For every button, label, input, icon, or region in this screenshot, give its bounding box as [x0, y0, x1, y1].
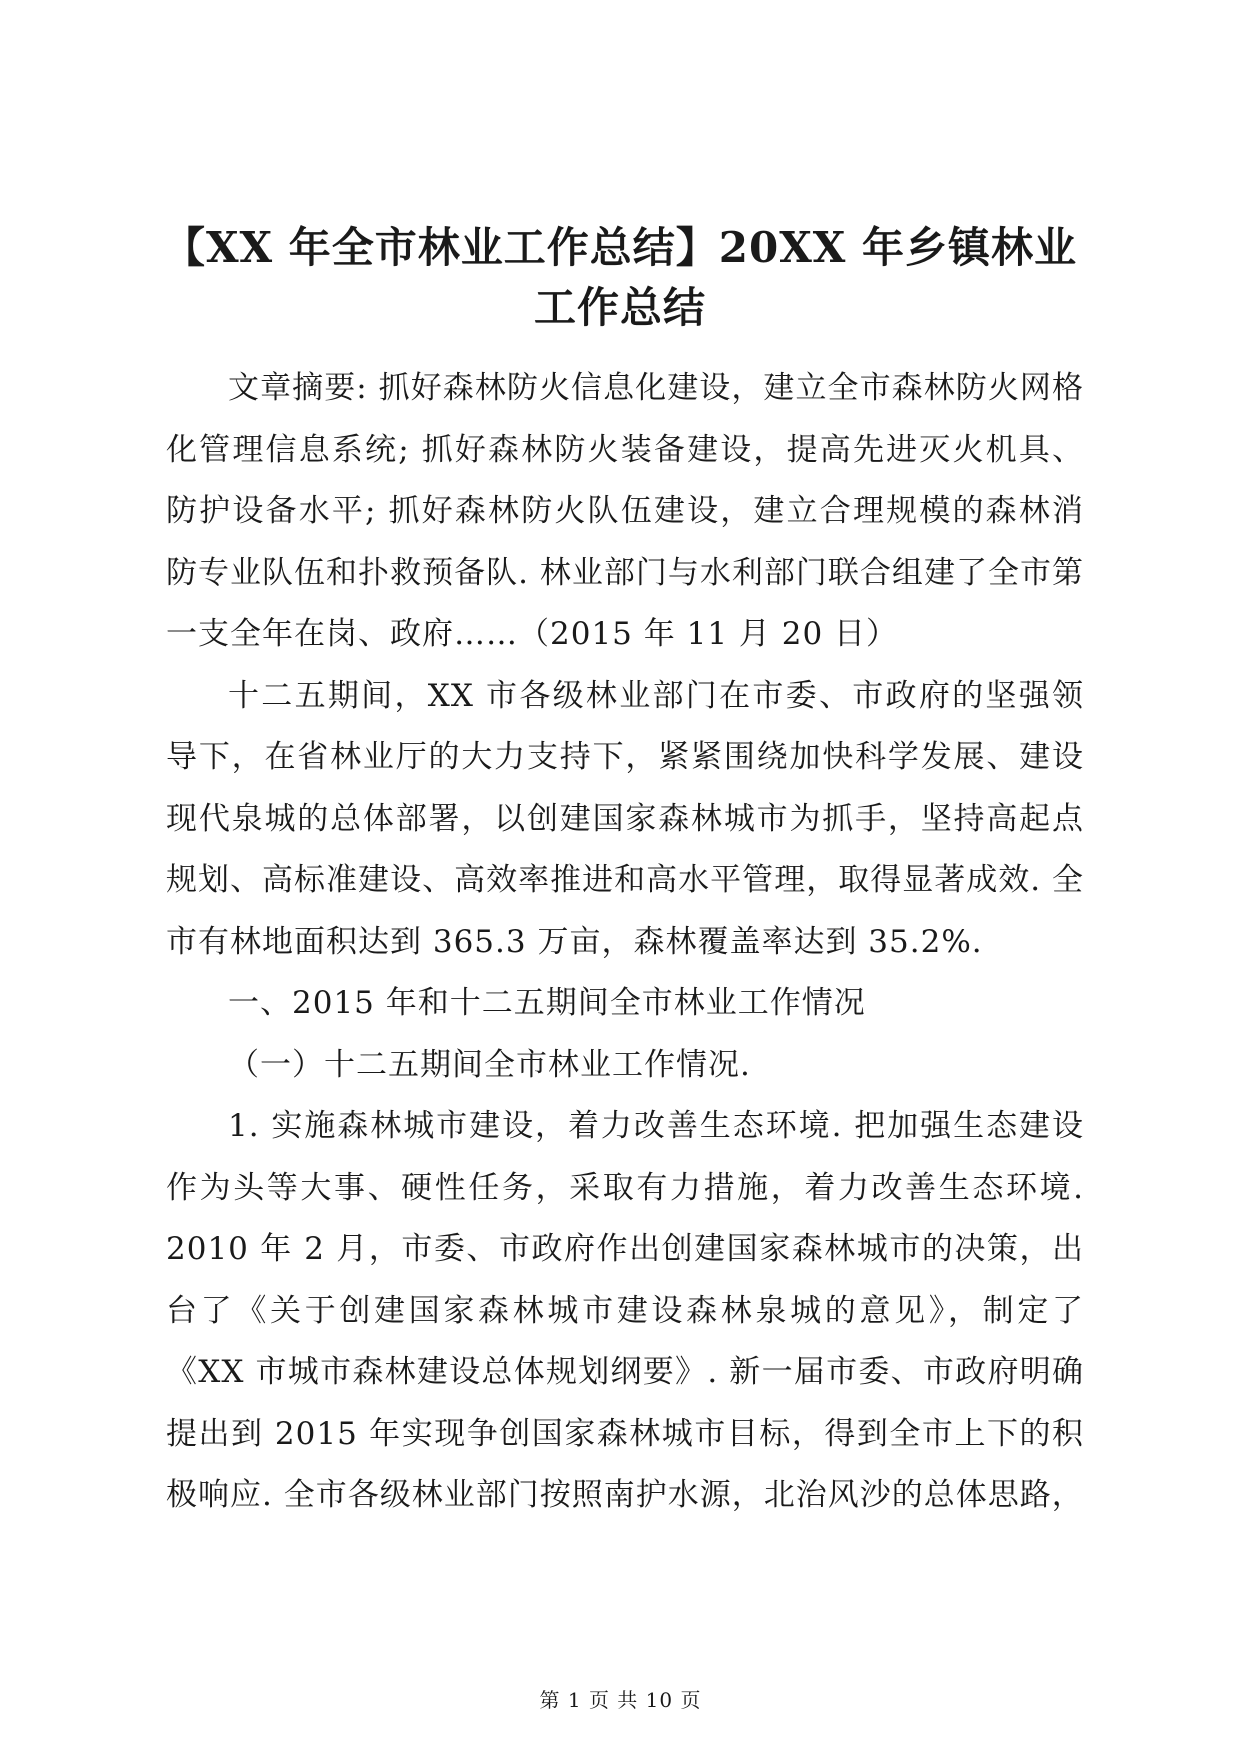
section-heading: 一、2015 年和十二五期间全市林业工作情况	[228, 985, 866, 1021]
body-paragraph: 十二五期间，XX 市各级林业部门在市委、市政府的坚强领导下，在省林业厅的大力支持下，紧紧围绕加快科学发展、建设现代泉城的总体部署，以创建国家森林城市为抓手，坚持高起点规划、高标准建设、高效率推进和高水平管理，取得显著成效. 全市有林地面积达到 365.3 万亩，森林覆盖率达到 35.2%.	[166, 677, 1084, 960]
abstract-paragraph: 文章摘要: 抓好森林防火信息化建设，建立全市森林防火网格化管理信息系统; 抓好森林防火装备建设，提高先进灭火机具、防护设备水平; 抓好森林防火队伍建设，建立合理规模的森林消防专业队伍和扑救预备队. 林业部门与水利部门联合组建了全市第一支全年在岗、政府……（2015 年 11 月 20 日）	[166, 370, 1084, 652]
document-title	[140, 218, 1100, 338]
body-paragraph: 1. 实施森林城市建设，着力改善生态环境. 把加强生态建设作为头等大事、硬性任务，采取有力措施，着力改善生态环境. 2010 年 2 月，市委、市政府作出创建国家森林城市的决策，出台了《关于创建国家森林城市建设森林泉城的意见》，制定了《XX 市城市森林建设总体规划纲要》. 新一届市委、市政府明确提出到 2015 年实现争创国家森林城市目标，得到全市上下的积极响应. 全市各级林业部门按照南护水源，北治风沙的总体思路，	[166, 1108, 1084, 1513]
subsection-heading: （一）十二五期间全市林业工作情况.	[228, 1046, 751, 1083]
page-number-footer: 第 1 页 共 10 页	[539, 1688, 702, 1712]
document-body	[166, 358, 1084, 1527]
title-line-2: 工作总结	[533, 283, 706, 332]
title-line-1: 【XX 年全市林业工作总结】20XX 年乡镇林业	[162, 223, 1078, 272]
